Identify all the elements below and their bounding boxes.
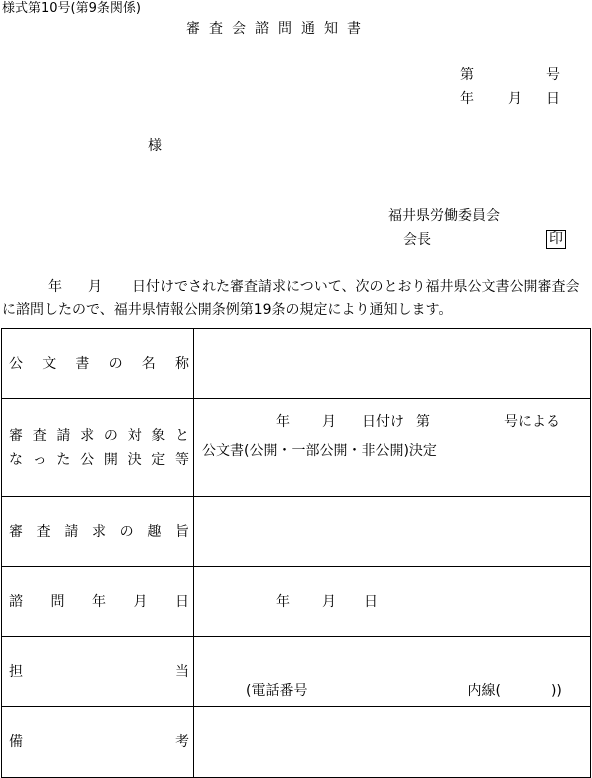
body-year: 年 <box>48 279 62 295</box>
issuer-organization: 福井県労働委員会 <box>388 208 500 224</box>
inquiry-date-line <box>276 594 378 610</box>
extension-label: 内線( <box>467 683 501 699</box>
decision-date-line <box>276 414 560 430</box>
target-decision-label-line1: 審査請求の対象と <box>9 427 189 444</box>
form-number-label: 様式第10号(第9条関係) <box>2 1 141 16</box>
inquiry-details-table <box>1 328 591 778</box>
phone-line <box>246 683 562 699</box>
issuer-title: 会長 <box>403 232 431 248</box>
inquiry-month: 月 <box>322 594 336 610</box>
person-in-charge-value <box>194 637 591 707</box>
document-number-prefix: 第 <box>460 67 474 83</box>
remarks-value <box>194 707 591 778</box>
document-date-year: 年 <box>460 91 474 107</box>
decision-type-line: 公文書(公開・一部公開・非公開)決定 <box>202 443 437 459</box>
request-purpose-label: 審査請求の趣旨 <box>2 497 194 567</box>
document-date-month: 月 <box>508 91 522 107</box>
person-in-charge-right-char: 当 <box>175 663 190 680</box>
document-number <box>460 67 560 83</box>
table-row <box>2 637 591 707</box>
document-number-suffix: 号 <box>546 67 560 83</box>
remarks-right-char: 考 <box>175 734 190 750</box>
body-rest: 日付けでされた審査請求について、次のとおり福井県公文書公開審査会に諮問したので、福井県情報公開条例第19条の規定により通知します。 <box>2 279 580 318</box>
document-title: 審査会諮問通知書 <box>186 21 370 37</box>
recipient-suffix: 様 <box>148 138 162 154</box>
remarks-label <box>2 707 194 778</box>
request-purpose-value <box>194 497 591 567</box>
table-row <box>2 707 591 778</box>
decision-month: 月 <box>322 414 336 430</box>
table-row <box>2 329 591 399</box>
target-decision-label-line2: なった公開決定等 <box>9 451 189 468</box>
document-name-value <box>194 329 591 399</box>
target-decision-value <box>194 399 591 497</box>
remarks-left-char: 備 <box>9 734 97 750</box>
person-in-charge-left-char: 担 <box>9 663 97 680</box>
decision-year: 年 <box>276 414 290 430</box>
decision-day: 日付け <box>362 414 404 430</box>
body-month: 月 <box>88 279 102 295</box>
extension-close: )) <box>550 683 562 699</box>
decision-number-prefix: 第 <box>416 414 430 430</box>
document-date-day: 日 <box>546 91 560 107</box>
document-date <box>460 91 560 107</box>
table-row <box>2 497 591 567</box>
inquiry-date-label: 諮問年月日 <box>2 567 194 637</box>
person-in-charge-label <box>2 637 194 707</box>
target-decision-label <box>2 399 194 497</box>
inquiry-year: 年 <box>276 594 290 610</box>
table-row <box>2 399 591 497</box>
inquiry-date-value <box>194 567 591 637</box>
inquiry-day: 日 <box>364 594 378 610</box>
decision-number-suffix: 号による <box>504 414 560 430</box>
phone-label: (電話番号 <box>246 683 308 699</box>
notice-body-text <box>2 276 590 322</box>
document-name-label: 公文書の名称 <box>2 329 194 399</box>
seal-mark: 印 <box>546 230 566 249</box>
table-row <box>2 567 591 637</box>
